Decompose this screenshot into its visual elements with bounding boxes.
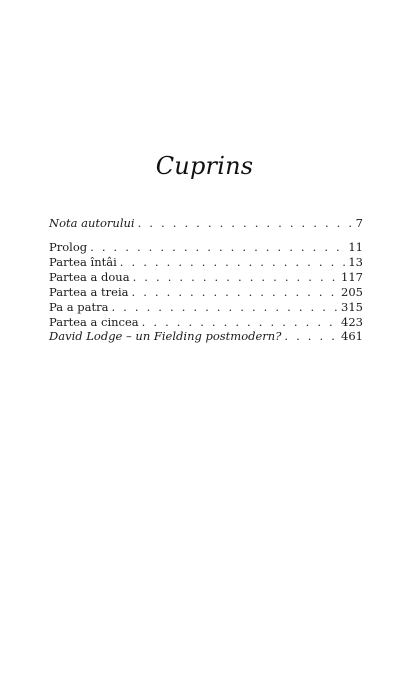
toc-entry-page: 11 (348, 240, 363, 254)
toc-entry-label: David Lodge – un Fielding postmodern? (49, 329, 282, 343)
dot-leader (133, 270, 338, 285)
dot-leader (284, 329, 338, 344)
toc-parts (49, 240, 363, 330)
toc-entry-label: Pa a patra (49, 300, 109, 314)
dot-leader (90, 240, 345, 255)
toc-entry-page: 7 (355, 216, 363, 230)
toc-entry-partea-a-treia (49, 285, 363, 300)
dot-leader (111, 300, 338, 315)
toc-front-matter (49, 216, 363, 231)
dot-leader (120, 255, 346, 270)
dot-leader (142, 315, 338, 330)
toc-entry-partea-intai (49, 255, 363, 270)
toc-entry-david-lodge (49, 329, 363, 344)
toc-entry-pa-a-patra (49, 300, 363, 315)
toc-entry-label: Partea a cincea (49, 315, 139, 329)
toc-entry-label: Partea a doua (49, 270, 130, 284)
toc-entry-page: 117 (341, 270, 363, 284)
dot-leader (138, 216, 353, 231)
toc-back-matter (49, 329, 363, 344)
toc-entry-page: 315 (341, 300, 363, 314)
toc-entry-partea-a-cincea (49, 315, 363, 330)
toc-entry-label: Partea a treia (49, 285, 129, 299)
toc-entry-page: 205 (341, 285, 363, 299)
page-title: Cuprins (155, 152, 254, 180)
toc-entry-page: 423 (341, 315, 363, 329)
toc-entry-label: Partea întâi (49, 255, 117, 269)
toc-entry-prolog (49, 240, 363, 255)
dot-leader (131, 285, 338, 300)
toc-entry-page: 13 (348, 255, 363, 269)
toc-entry-label: Nota autorului (49, 216, 135, 230)
toc-entry-nota-autorului (49, 216, 363, 231)
toc-entry-label: Prolog (49, 240, 88, 254)
toc-entry-partea-a-doua (49, 270, 363, 285)
toc-entry-page: 461 (341, 329, 363, 343)
